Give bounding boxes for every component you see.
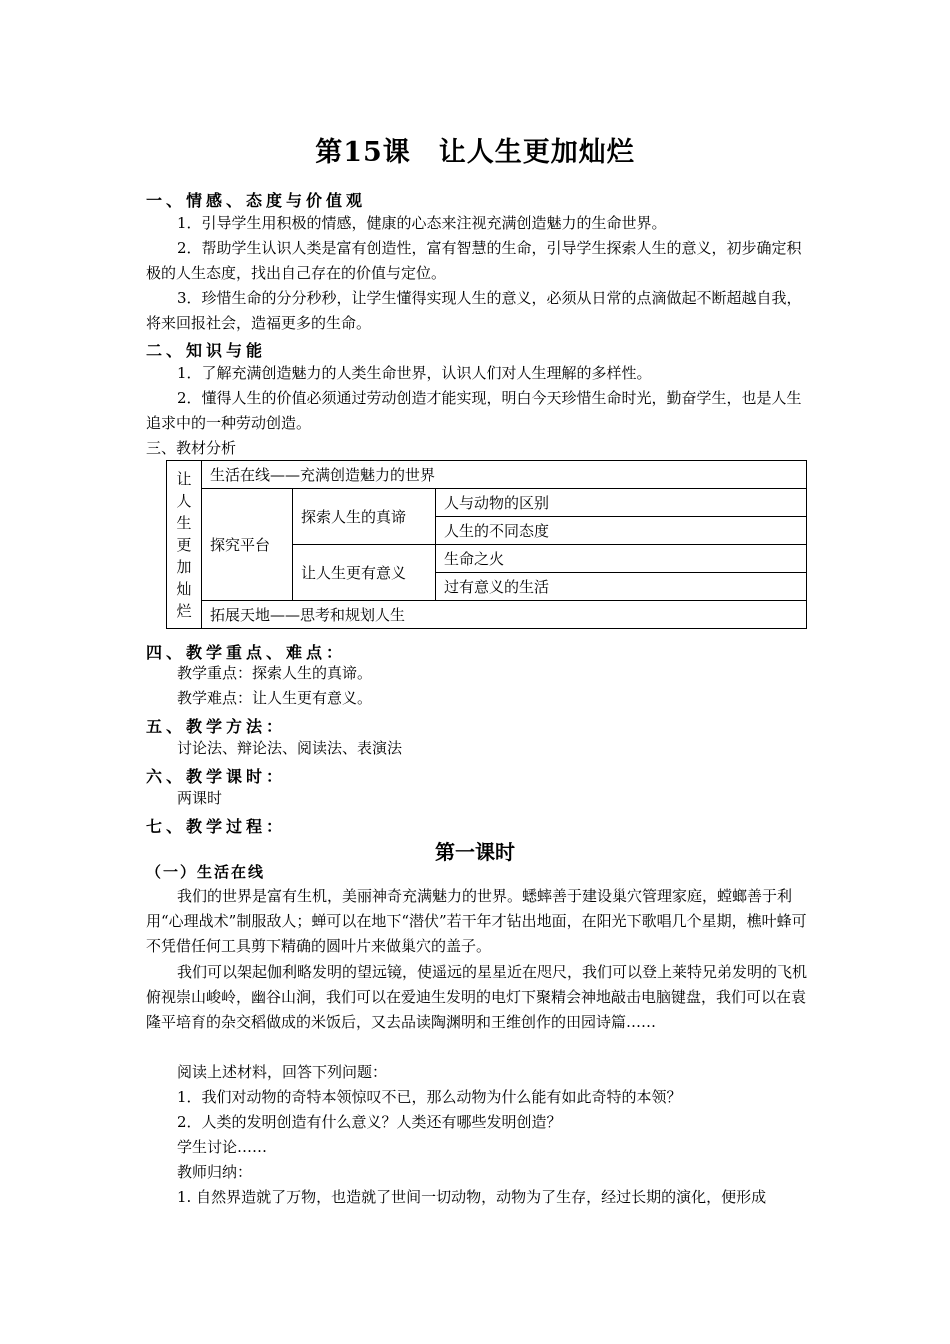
table-cell-expand: 拓展天地——思考和规划人生 (202, 601, 807, 629)
difficulty-text: 教学难点：让人生更有意义。 (177, 689, 373, 707)
table-cell-g2b: 过有意义的生活 (436, 573, 807, 601)
section-heading-2: 二、知识与能 (146, 341, 267, 360)
section-heading-5: 五、教学方法： (146, 717, 287, 736)
section-heading-3: 三、教材分析 (146, 439, 237, 457)
table-cell-group1: 探索人生的真谛 (293, 489, 436, 545)
sec1-item-3: 3．珍惜生命的分分秒秒，让学生懂得实现人生的意义，必须从日常的点滴做起不断超越自我，将来回报社会，造福更多的生命。 (146, 289, 802, 332)
lesson-part-heading: （一）生活在线 (146, 863, 266, 881)
table-root-cell: 让人生更加灿烂 (167, 461, 202, 629)
hours-text: 两课时 (177, 789, 223, 807)
section-heading-6: 六、教学课时： (146, 767, 287, 786)
teacher-summary-label: 教师归纳： (177, 1163, 253, 1181)
section-heading-1: 一、情感、态度与价值观 (146, 191, 367, 210)
table-cell-platform: 探究平台 (202, 489, 293, 601)
table-cell-life-online: 生活在线——充满创造魅力的世界 (202, 461, 807, 489)
section-heading-7: 七、教学过程： (146, 817, 287, 836)
sec1-item-2: 2．帮助学生认识人类是富有创造性，富有智慧的生命，引导学生探索人生的意义，初步确定积极的人生态度，找出自己存在的价值与定位。 (146, 239, 802, 282)
table-cell-group2: 让人生更有意义 (293, 545, 436, 601)
lesson-paragraph-1: 我们的世界是富有生机，美丽神奇充满魅力的世界。蟋蟀善于建设巢穴管理家庭，螳螂善于利用“心理战术”制服敌人；蝉可以在地下“潜伏”若干年才钻出地面，在阳光下歌唱几个星期，樵叶蜂可不凭借任何工具剪下精确的圆叶片来做巢穴的盖子。 (146, 887, 807, 955)
sec2-item-1: 1．了解充满创造魅力的人类生命世界，认识人们对人生理解的多样性。 (177, 364, 652, 382)
focus-text: 教学重点：探索人生的真谛。 (177, 664, 373, 682)
lesson-paragraph-2: 我们可以架起伽利略发明的望远镜，使遥远的星星近在咫尺，我们可以登上莱特兄弟发明的飞机俯视崇山峻岭，幽谷山涧，我们可以在爱迪生发明的电灯下聚精会神地敲击电脑键盘，我们可以在袁隆平培育的杂交稻做成的米饭后，又去品读陶渊明和王维创作的田园诗篇…… (146, 963, 808, 1031)
table-cell-g1b: 人生的不同态度 (436, 517, 807, 545)
student-discussion: 学生讨论…… (177, 1138, 268, 1156)
methods-text: 讨论法、辩论法、阅读法、表演法 (177, 739, 403, 757)
sec2-item-2: 2．懂得人生的价值必须通过劳动创造才能实现，明白今天珍惜生命时光，勤奋学生，也是人生追求中的一种劳动创造。 (146, 389, 802, 432)
table-cell-g1a: 人与动物的区别 (436, 489, 807, 517)
summary-point-1: 1. 自然界造就了万物，也造就了世间一切动物，动物为了生存，经过长期的演化，便形成 (177, 1188, 767, 1206)
table-cell-g2a: 生命之火 (436, 545, 807, 573)
page-title: 第15课 让人生更加灿烂 (315, 137, 635, 168)
sec1-item-1: 1．引导学生用积极的情感，健康的心态来注视充满创造魅力的生命世界。 (177, 214, 667, 232)
question-2: 2．人类的发明创造有什么意义？人类还有哪些发明创造？ (177, 1113, 562, 1131)
question-1: 1．我们对动物的奇特本领惊叹不已，那么动物为什么能有如此奇特的本领？ (177, 1088, 682, 1106)
analysis-table (166, 460, 807, 629)
question-intro: 阅读上述材料，回答下列问题： (177, 1063, 388, 1081)
section-heading-4: 四、教学重点、难点： (146, 643, 347, 662)
lesson-title: 第一课时 (435, 840, 515, 864)
